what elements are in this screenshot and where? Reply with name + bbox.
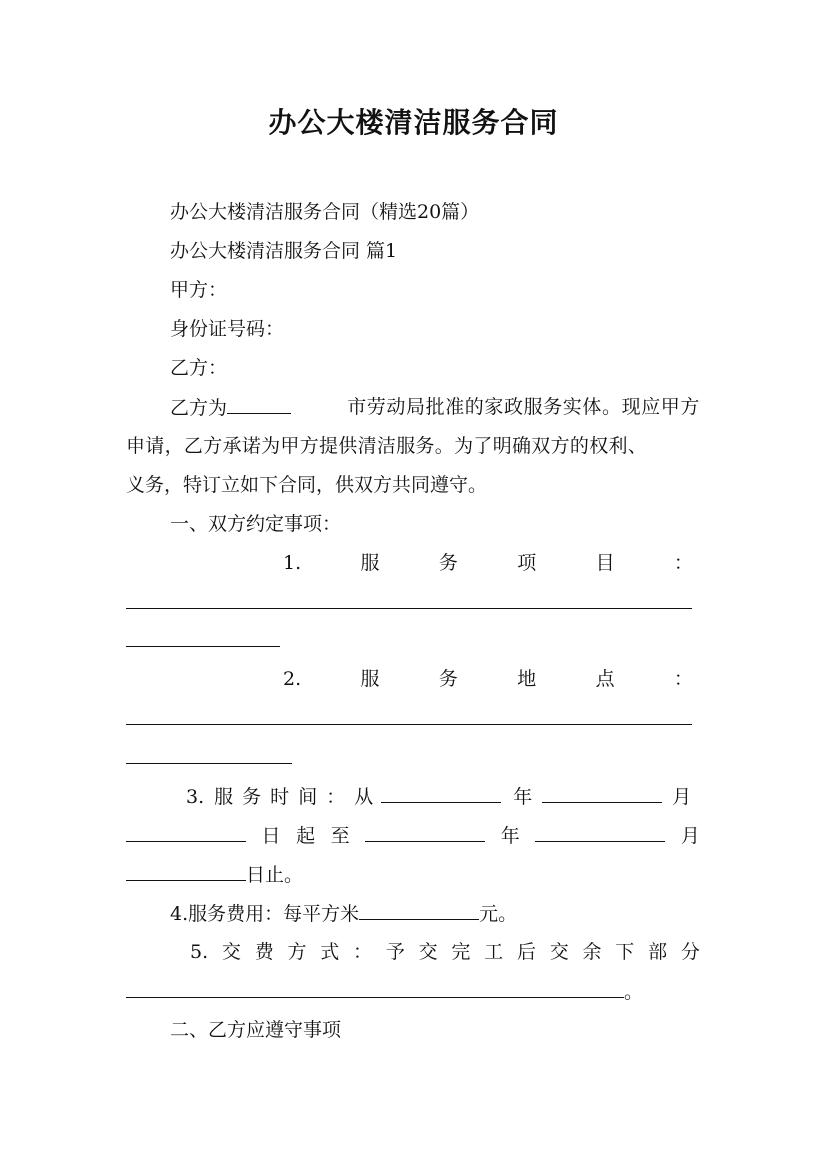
item-1-colon: ：	[673, 552, 693, 574]
blank-end-year	[365, 823, 485, 842]
item-3-line-3	[126, 862, 303, 887]
item-5-char: 工	[484, 941, 504, 963]
item-3-from: 从	[354, 786, 374, 808]
part-heading: 办公大楼清洁服务合同 篇1	[170, 240, 398, 262]
party-b-label: 乙方：	[170, 357, 228, 379]
item-3-char: 间	[298, 786, 318, 808]
intro-line-1-post: 市劳动局批准的家政服务实体。现应甲方	[347, 396, 700, 418]
intro-line-3: 义务，特订立如下合同，供双方共同遵守。	[126, 474, 488, 496]
item-2-char: 地	[517, 668, 537, 690]
item-5-period: 。	[624, 981, 644, 1003]
item-2-service-location	[283, 667, 693, 691]
document-subtitle: 办公大楼清洁服务合同（精选20篇）	[170, 201, 480, 223]
item-3-service-time	[186, 784, 700, 809]
item-2-char: 服	[360, 668, 380, 690]
item-4-unit: 元。	[479, 903, 518, 925]
item-3-day: 日	[261, 825, 281, 847]
item-5-char: 交	[418, 941, 438, 963]
item-3-start: 起	[296, 825, 316, 847]
item-1-service-project	[283, 551, 693, 575]
item-1-char: 务	[438, 552, 458, 574]
blank-start-month	[542, 784, 662, 803]
item-3-year: 年	[513, 786, 533, 808]
section-2-heading: 二、乙方应遵守事项	[170, 1019, 342, 1041]
item-5-char: 后	[516, 941, 536, 963]
item-1-char: 目	[595, 552, 615, 574]
item-5-char: 完	[451, 941, 471, 963]
blank-service-project-line-1	[126, 608, 692, 609]
item-3-end-month: 月	[680, 825, 700, 847]
item-2-colon: ：	[673, 668, 693, 690]
intro-line-1	[170, 395, 700, 420]
intro-line-1-pre: 乙方为	[170, 397, 228, 419]
blank-end-month	[535, 823, 665, 842]
item-5-char: 费	[254, 941, 274, 963]
id-number-label: 身份证号码：	[170, 318, 285, 340]
item-1-char: 项	[517, 552, 537, 574]
item-4-label: 4.服务费用：每平方米	[170, 903, 360, 925]
section-1-heading: 一、双方约定事项：	[170, 513, 342, 535]
item-1-char: 服	[360, 552, 380, 574]
intro-line-2: 申请，乙方承诺为甲方提供清洁服务。为了明确双方的权利、	[126, 435, 648, 457]
blank-fee-per-sqm	[359, 901, 479, 920]
item-5-char: 交	[549, 941, 569, 963]
item-2-number: 2.	[283, 668, 302, 690]
item-5-number: 5.	[190, 941, 209, 963]
item-5-char: 予	[385, 941, 405, 963]
item-2-char: 务	[438, 668, 458, 690]
item-3-end-day: 日止。	[246, 864, 304, 886]
item-3-char: 服	[214, 786, 234, 808]
party-a-label: 甲方：	[170, 279, 228, 301]
blank-start-year	[381, 784, 501, 803]
item-3-char: 务	[242, 786, 262, 808]
item-3-char: 时	[270, 786, 290, 808]
item-4-service-fee	[170, 901, 517, 926]
document-title: 办公大楼清洁服务合同	[268, 106, 559, 139]
item-3-colon: ：	[326, 786, 346, 808]
blank-city	[227, 395, 291, 414]
item-1-number: 1.	[283, 552, 302, 574]
blank-service-project-line-2	[126, 646, 280, 647]
item-5-colon: ：	[353, 941, 373, 963]
item-5-char: 方	[287, 941, 307, 963]
item-5-char: 部	[648, 941, 668, 963]
item-3-end-year: 年	[500, 825, 520, 847]
item-2-char: 点	[595, 668, 615, 690]
item-5-char: 分	[680, 941, 700, 963]
item-5-char: 交	[221, 941, 241, 963]
item-3-month: 月	[672, 786, 692, 808]
blank-start-day	[126, 823, 246, 842]
blank-payment-method	[126, 979, 624, 998]
blank-service-location-line-1	[126, 724, 692, 725]
item-5-char: 下	[615, 941, 635, 963]
item-5-char: 余	[582, 941, 602, 963]
item-3-number: 3.	[186, 786, 205, 808]
item-5-line-2	[126, 979, 643, 1004]
item-5-char: 式	[320, 941, 340, 963]
item-3-to: 至	[330, 825, 350, 847]
item-3-line-2	[126, 823, 700, 848]
blank-end-day	[126, 862, 246, 881]
item-5-payment-method	[190, 940, 700, 964]
blank-service-location-line-2	[126, 763, 292, 764]
